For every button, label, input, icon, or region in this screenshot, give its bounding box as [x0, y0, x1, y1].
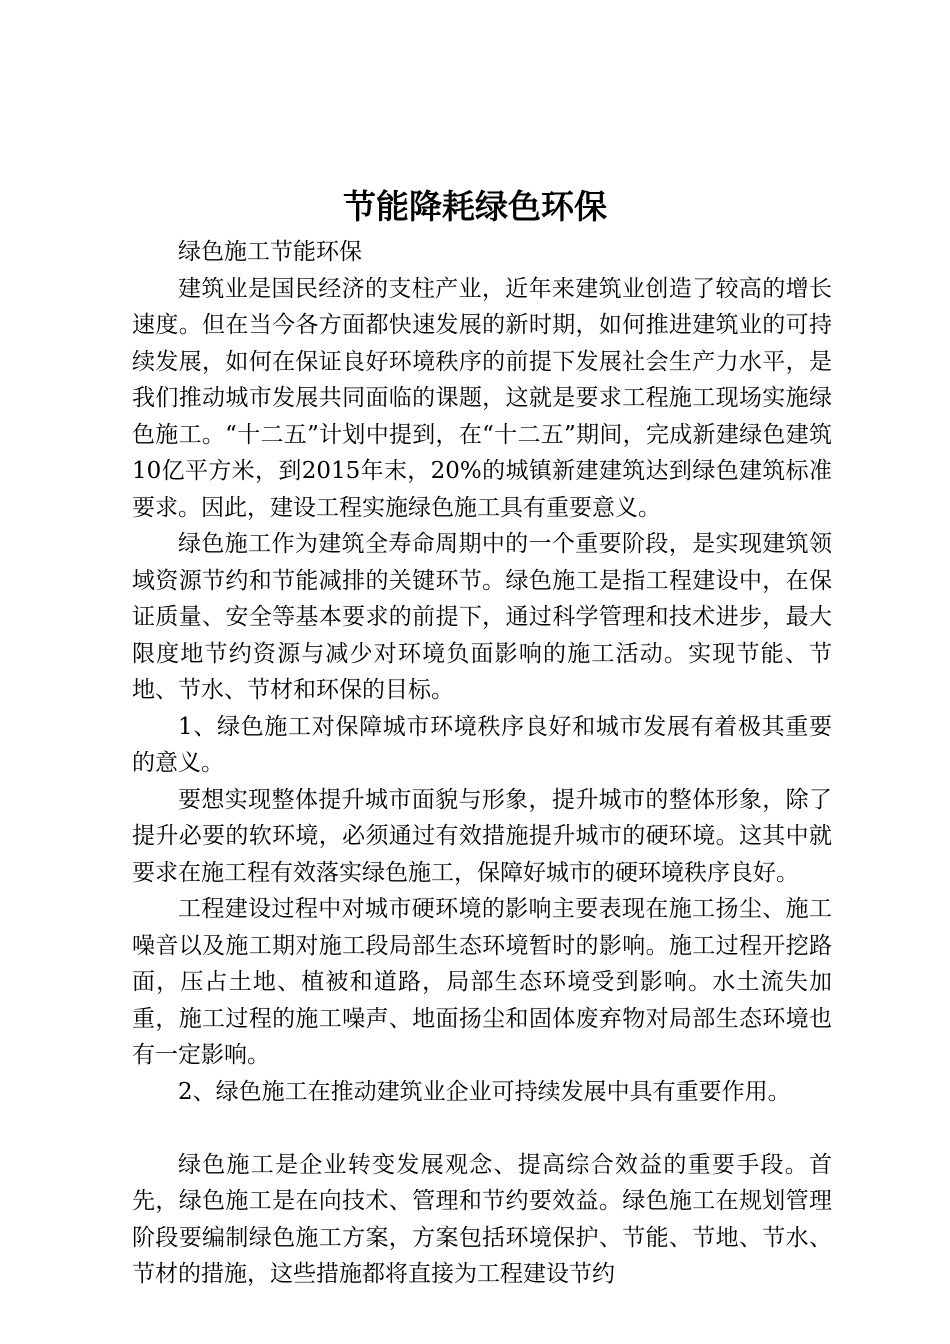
blank-line	[132, 1110, 832, 1147]
paragraph-2: 绿色施工作为建筑全寿命周期中的一个重要阶段，是实现建筑领域资源节约和节能减排的关键环节。绿色施工是指工程建设中，在保证质量、安全等基本要求的前提下，通过科学管理和技术进步，最大限度地节约资源与减少对环境负面影响的施工活动。实现节能、节地、节水、节材和环保的目标。	[132, 531, 832, 703]
document-title: 节能降耗绿色环保	[343, 187, 607, 226]
section-heading-2: 2、绿色施工在推动建筑业企业可持续发展中具有重要作用。	[178, 1078, 791, 1105]
paragraph-3: 要想实现整体提升城市面貌与形象，提升城市的整体形象，除了提升必要的软环境，必须通过有效措施提升城市的硬环境。这其中就要求在施工程有效落实绿色施工，保障好城市的硬环境秩序良好。	[132, 786, 832, 886]
document-body	[132, 234, 832, 1293]
section-heading-1: 1、绿色施工对保障城市环境秩序良好和城市发展有着极其重要的意义。	[132, 713, 832, 776]
document-subtitle: 绿色施工节能环保	[178, 239, 362, 265]
paragraph-4: 工程建设过程中对城市硬环境的影响主要表现在施工扬尘、施工噪音以及施工期对施工段局部生态环境暂时的影响。施工过程开挖路面，压占土地、植被和道路，局部生态环境受到影响。水土流失加重，施工过程的施工噪声、地面扬尘和固体废弃物对局部生态环境也有一定影响。	[132, 896, 832, 1068]
paragraph-1: 建筑业是国民经济的支柱产业，近年来建筑业创造了较高的增长速度。但在当今各方面都快速发展的新时期，如何推进建筑业的可持续发展，如何在保证良好环境秩序的前提下发展社会生产力水平，是我们推动城市发展共同面临的课题，这就是要求工程施工现场实施绿色施工。“十二五”计划中提到，在“十二五”期间，完成新建绿色建筑10亿平方米，到2015年末，20%的城镇新建建筑达到绿色建筑标准要求。因此，建设工程实施绿色施工具有重要意义。	[132, 275, 832, 521]
paragraph-5: 绿色施工是企业转变发展观念、提高综合效益的重要手段。首先，绿色施工是在向技术、管理和节约要效益。绿色施工在规划管理阶段要编制绿色施工方案，方案包括环境保护、节能、节地、节水、节材的措施，这些措施都将直接为工程建设节约	[132, 1151, 832, 1287]
